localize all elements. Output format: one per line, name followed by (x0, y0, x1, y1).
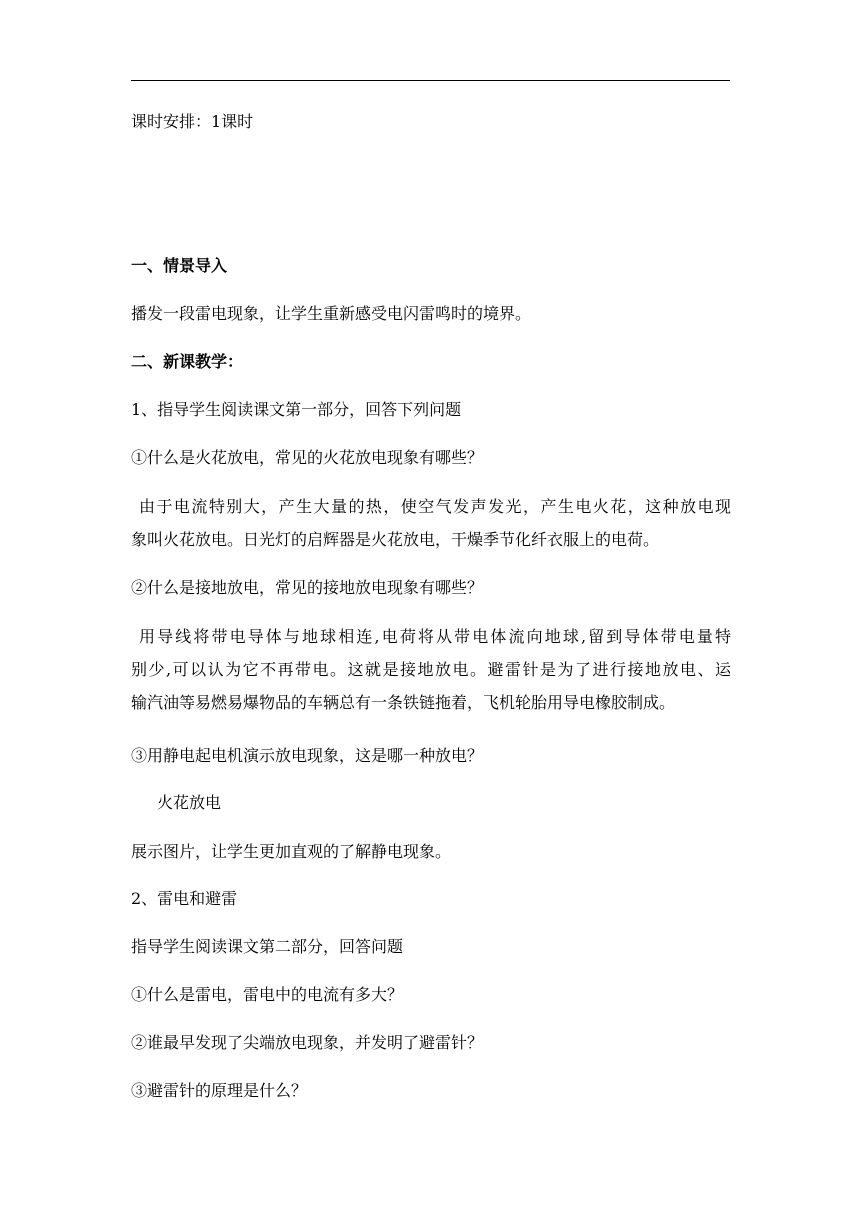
header-rule (131, 80, 730, 81)
question-6: ③避雷针的原理是什么？ (131, 1081, 308, 1100)
answer-1-line-2: 象叫火花放电。日光灯的启辉器是火花放电，干燥季节化纤衣服上的电荷。 (131, 530, 660, 549)
section-2-title: 二、新课教学： (131, 352, 244, 371)
question-3: ③用静电起电机演示放电现象，这是哪一种放电？ (131, 746, 484, 765)
schedule-line: 课时安排：1课时 (131, 112, 254, 131)
show-pictures-line: 展示图片，让学生更加直观的了解静电现象。 (131, 842, 452, 861)
answer-1-line-1: 由于电流特别大，产生大量的热，使空气发声发光，产生电火花，这种放电现 (139, 497, 731, 516)
question-1: ①什么是火花放电，常见的火花放电现象有哪些？ (131, 448, 484, 467)
item-2-heading: 2、雷电和避雷 (131, 889, 238, 908)
question-4: ①什么是雷电，雷电中的电流有多大？ (131, 985, 404, 1004)
answer-1-paragraph (131, 490, 731, 556)
answer-2-line-3: 输汽油等易燃易爆物品的车辆总有一条铁链拖着，飞机轮胎用导电橡胶制成。 (131, 693, 676, 712)
answer-2-paragraph (131, 620, 731, 719)
item-1-heading: 1、指导学生阅读课文第一部分，回答下列问题 (131, 400, 462, 419)
answer-2-line-2: 别少,可以认为它不再带电。这就是接地放电。避雷针是为了进行接地放电、运 (131, 660, 731, 679)
section-1-title: 一、情景导入 (131, 256, 228, 275)
answer-2-line-1: 用导线将带电导体与地球相连,电荷将从带电体流向地球,留到导体带电量特 (139, 627, 731, 646)
question-5: ②谁最早发现了尖端放电现象，并发明了避雷针？ (131, 1033, 484, 1052)
question-2: ②什么是接地放电，常见的接地放电现象有哪些？ (131, 578, 484, 597)
item-2-intro: 指导学生阅读课文第二部分，回答问题 (131, 937, 404, 956)
answer-3: 火花放电 (157, 793, 222, 812)
section-1-text: 播发一段雷电现象，让学生重新感受电闪雷鸣时的境界。 (131, 304, 532, 323)
